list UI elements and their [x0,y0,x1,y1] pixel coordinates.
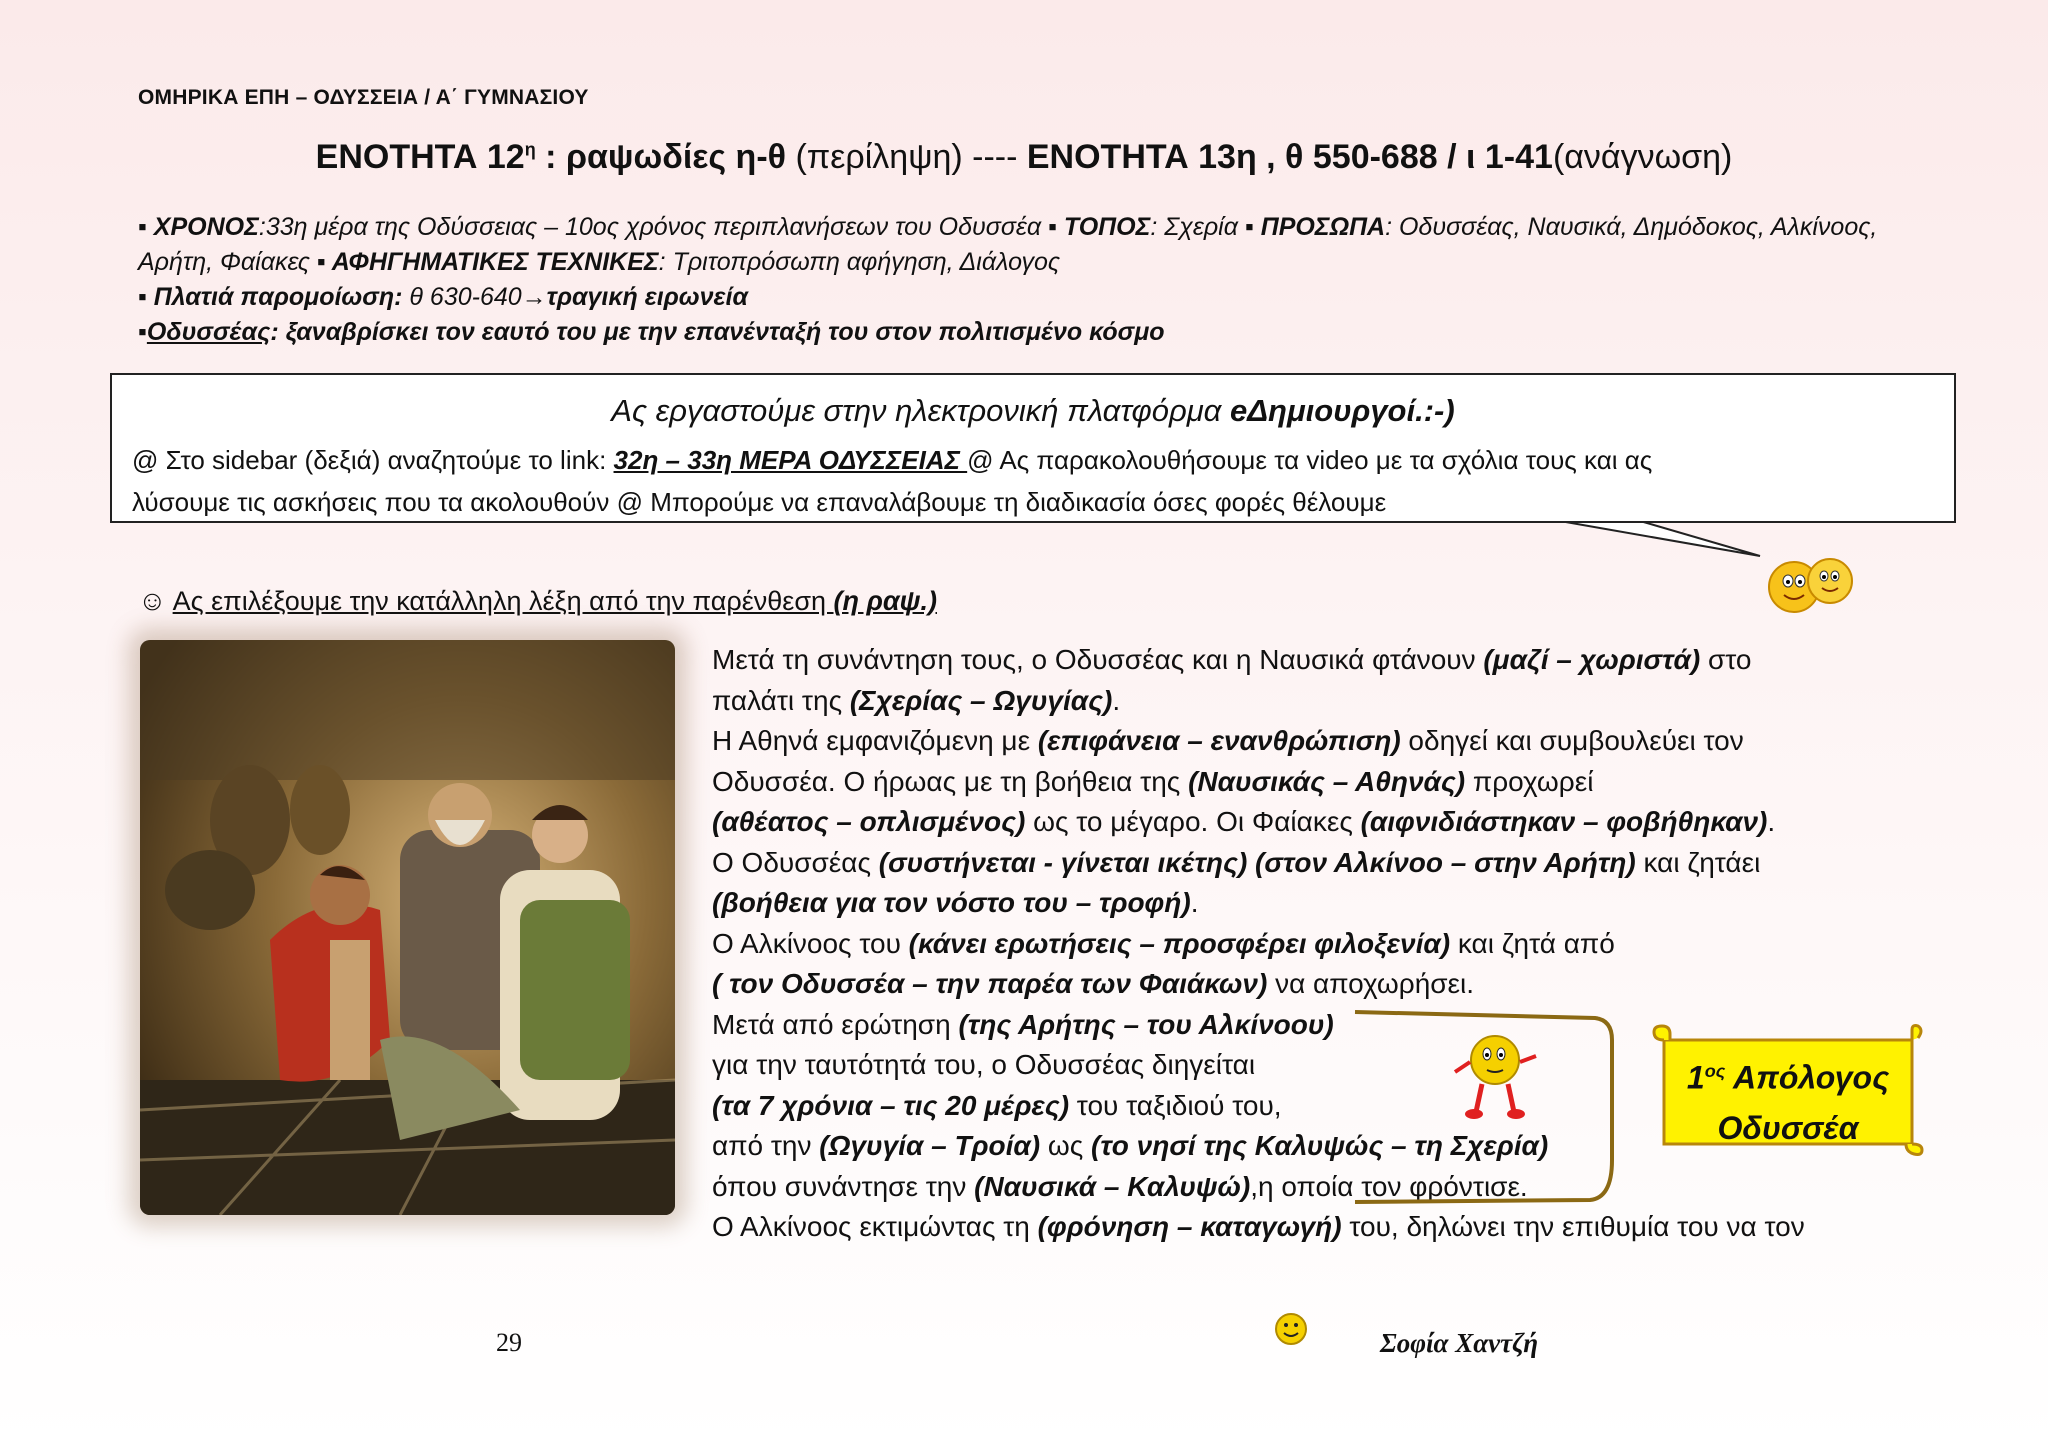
smiley-icon: ☺ [138,585,167,616]
text-segment: Ο Οδυσσέας [712,846,879,878]
place-label: ▪ ΤΟΠΟΣ [1048,213,1151,241]
title-sup: η [524,139,536,160]
simile-label: ▪ Πλατιά παρομοίωση: [138,283,403,311]
place-value: : Σχερία [1150,213,1245,241]
text-segment: προχωρεί [1465,765,1594,797]
scroll-num: 1 [1686,1059,1705,1096]
text-segment: του ταξιδιού του, [1069,1089,1282,1121]
text-segment: Οδυσσέα. Ο ήρωας με τη βοήθεια της [712,765,1189,797]
text-line [712,964,1972,1005]
text-segment: Ο Αλκίνοος του [712,927,909,959]
footer-smiley-icon [1274,1312,1308,1346]
text-line [712,721,1972,762]
choice-option: (της Αρήτης – του Αλκίνοου) [958,1008,1334,1040]
callout-line2: λύσουμε τις ασκήσεις που τα ακολουθούν @ Μπορούμε να επαναλάβουμε τη διαδικασία όσες φορές θέλουμε [132,487,1387,517]
text-line [712,843,1972,884]
page-number: 29 [496,1328,522,1357]
title-reading: (ανάγνωση) [1552,138,1733,176]
scroll-odysseus: Οδυσσέα [1717,1109,1859,1146]
choice-option: (Σχερίας – Ωγυγίας) [849,684,1113,716]
choice-option: (τα 7 χρόνια – τις 20 μέρες) [712,1089,1070,1121]
author-name: Σοφία Χαντζή [1380,1328,1539,1358]
choice-option: (Ωγυγία – Τροία) [819,1130,1041,1161]
ody-prefix: ▪ [138,318,147,346]
text-segment: παλάτι της [712,684,850,716]
simile-irony: τραγική ειρωνεία [546,283,748,311]
text-segment: στο [1700,644,1752,675]
text-line [712,640,1972,681]
persons-label: ▪ ΠΡΟΣΩΠΑ [1244,213,1386,241]
choice-option: (επιφάνεια – ενανθρώπιση) [1037,725,1401,756]
text-segment: ,η οποία τον φρόντισε. [1250,1170,1528,1202]
tech-value: : Τριτοπρόσωπη αφήγηση, Διάλογος [658,248,1061,276]
choice-option: (αθέατος – οπλισμένος) [712,806,1026,837]
text-segment: ως [1040,1130,1091,1161]
text-segment: να αποχωρήσει. [1267,968,1475,999]
persons-value: : Οδυσσέας, Ναυσικά, Δημόδοκος, Αλκίνοος, Αρήτη, Φαίακες [138,213,1878,276]
scroll-apologos: Απόλογος [1725,1059,1890,1096]
text-segment: για την ταυτότητά του, ο Οδυσσέας διηγείται [712,1049,1256,1080]
text-segment: από την [712,1130,820,1161]
callout-line1-a: @ Στο sidebar (δεξιά) αναζητούμε το link: [132,445,614,475]
ody-label: Οδυσσέας [146,318,271,346]
simile-value: θ 630-640→ [402,283,547,311]
choice-option: (Ναυσικάς – Αθηνάς) [1188,765,1466,797]
choice-option: (βοήθεια για τον νόστο του – τροφή) [712,887,1191,918]
callout-title-text: Ας εργαστούμε στην ηλεκτρονική πλατφόρμα [611,393,1230,428]
character-icon [1450,1022,1540,1122]
text-line [712,681,1972,722]
text-segment: . [1767,806,1776,837]
choice-option: (κάνει ερωτήσεις – προσφέρει φιλοξενία) [908,927,1451,959]
text-line [712,1207,1972,1248]
callout-body [132,439,1942,523]
text-line [712,802,1972,843]
text-segment: του, δηλώνει την επιθυμία του να τον [1341,1211,1805,1242]
scroll-sup: ος [1704,1061,1726,1081]
page-title [0,138,2048,177]
two-smileys-icon [1758,553,1864,615]
time-value: :33η μέρα της Οδύσσειας – 10ος χρόνος περιπλανήσεων του Οδυσσέα [258,213,1049,241]
scroll-label [1650,1046,1926,1153]
exercise-text [712,640,1972,1248]
choice-option: (το νησί της Καλυψώς – τη Σχερία) [1091,1130,1549,1161]
instruction-rhapsody: (η ραψ.) [833,586,937,616]
callout-line1-b: @ Ας παρακολουθήσουμε τα video με τα σχόλια τους και ας [967,445,1653,475]
text-segment: οδηγεί και συμβουλεύει τον [1400,725,1744,756]
text-line [712,762,1972,803]
tech-label: ▪ ΑΦΗΓΗΜΑΤΙΚΕΣ ΤΕΧΝΙΚΕΣ [316,248,659,276]
time-label: ▪ ΧΡΟΝΟΣ [138,213,259,241]
text-segment: Ο Αλκίνοος εκτιμώντας τη [712,1211,1038,1242]
text-segment: ως το μέγαρο. Οι Φαίακες [1025,806,1361,837]
text-line [712,883,1972,924]
text-segment [1247,847,1255,878]
text-segment: Μετά από ερώτηση [712,1008,959,1040]
title-rhapsodies: : ραψωδίες η-θ [535,138,787,176]
choice-option: (μαζί – χωριστά) [1483,644,1701,675]
text-segment: όπου συνάντησε την [712,1170,975,1202]
subject-header: ΟΜΗΡΙΚΑ ΕΠΗ – ΟΔΥΣΣΕΙΑ / Α΄ ΓΥΜΝΑΣΙΟΥ [138,86,589,109]
choice-option: ( τον Οδυσσέα – την παρέα των Φαιάκων) [712,968,1268,999]
text-line [712,1167,1972,1208]
text-segment: Η Αθηνά εμφανιζόμενη με [712,725,1038,756]
meta-info [138,210,1938,350]
title-unit13: ΕΝΟΤΗΤΑ 13η , θ 550-688 / ι 1-41 [1026,138,1553,176]
exercise-instruction [138,585,937,617]
text-segment: . [1190,887,1199,918]
platform-callout [110,373,1956,523]
day-link[interactable]: 32η – 33η ΜΕΡΑ ΟΔΥΣΣΕΙΑΣ [613,445,968,475]
text-segment: και ζητά από [1450,927,1615,959]
title-unit12: ΕΝΟΤΗΤΑ 12 [315,138,525,176]
platform-name: eΔημιουργοί.:-) [1229,393,1455,428]
choice-option: (φρόνηση – καταγωγή) [1037,1211,1342,1242]
text-segment: . [1112,684,1121,716]
title-summary: (περίληψη) ---- [786,138,1027,176]
callout-title [112,393,1954,429]
ody-value: : ξαναβρίσκει τον εαυτό του με την επανένταξή του στον πολιτισμένο κόσμο [270,318,1165,346]
choice-option: (στον Αλκίνοο – στην Αρήτη) [1255,846,1636,878]
instruction-text: Ας επιλέξουμε την κατάλληλη λέξη από την παρένθεση [172,586,834,616]
text-line [712,924,1972,965]
odysseus-painting [140,640,675,1215]
choice-option: (αιφνιδιάστηκαν – φοβήθηκαν) [1360,806,1768,837]
text-segment: Μετά τη συνάντηση τους, ο Οδυσσέας και η Ναυσικά φτάνουν [712,644,1484,675]
text-segment: και ζητάει [1635,846,1761,878]
choice-option: (συστήνεται - γίνεται ικέτης) [878,846,1248,878]
choice-option: (Ναυσικά – Καλυψώ) [974,1170,1251,1202]
